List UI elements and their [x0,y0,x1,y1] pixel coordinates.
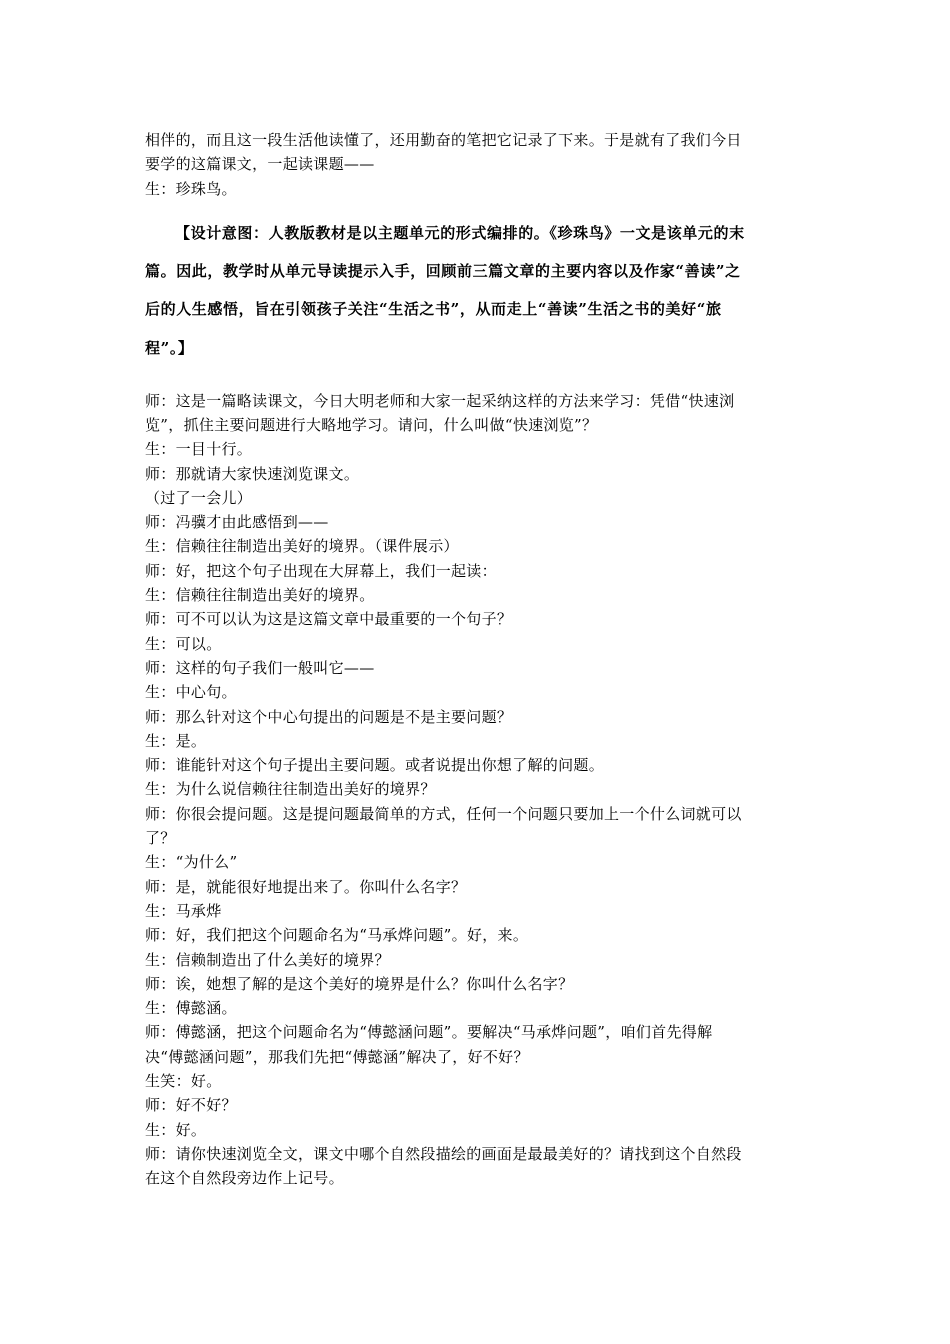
dialogue-line: 师：那么针对这个中心句提出的问题是不是主要问题？ [145,707,513,726]
dialogue-line: 师：这样的句子我们一般叫它—— [145,658,375,677]
dialogue-line: 生：信赖制造出了什么美好的境界？ [145,950,390,969]
spacer [145,381,815,389]
dialogue-line: 了？ [145,829,176,848]
dialogue-line: 生：信赖往往制造出美好的境界。（课件展示） [145,537,459,556]
dialogue-line: 决“傅懿涵问题”，那我们先把“傅懿涵”解决了，好不好？ [145,1047,529,1066]
dialogue-line: 生：马承烨 [145,901,222,920]
dialogue-line: 生：“为什么” [145,853,238,872]
dialogue-line: 生：信赖往往制造出美好的境界。 [145,586,375,605]
dialogue-line: 生笑：好。 [145,1072,222,1091]
dialogue-line: 师：好，把这个句子出现在大屏幕上，我们一起读： [145,561,497,580]
dialogue-line: 师：请你快速浏览全文，课文中哪个自然段描绘的画面是最最美好的？请找到这个自然段 [145,1144,742,1163]
dialogue-line: 在这个自然段旁边作上记号。 [145,1169,344,1188]
text-line: 生：珍珠鸟。 [145,179,237,198]
design-intent-line: 程”。】 [145,338,194,357]
dialogue-section [145,389,815,1191]
text-line: 相伴的，而且这一段生活他读懂了，还用勤奋的笔把它记录了下来。于是就有了我们今日 [145,131,742,149]
document-page [145,128,815,1191]
dialogue-line: 生：一目十行。 [145,440,253,459]
dialogue-line: 师：你很会提问题。这是提问题最简单的方式，任何一个问题只要加上一个什么词就可以 [145,804,742,823]
dialogue-line: 师：可不可以认为这是这篇文章中最重要的一个句子？ [145,610,513,629]
dialogue-line: 师：是，就能很好地提出来了。你叫什么名字？ [145,877,467,896]
dialogue-line: 生：傅懿涵。 [145,999,237,1018]
dialogue-line: 师：这是一篇略读课文，今日大明老师和大家一起采纳这样的方法来学习：凭借“快速浏 [145,391,735,410]
intro-section [145,128,815,201]
design-intent-line: 篇。因此，教学时从单元导读提示入手，回顾前三篇文章的主要内容以及作家“善读”之 [145,262,741,281]
dialogue-line: 师：好不好？ [145,1096,237,1115]
dialogue-line: 师：谁能针对这个句子提出主要问题。或者说提出你想了解的问题。 [145,756,605,775]
dialogue-line: 生：为什么说信赖往往制造出美好的境界？ [145,780,436,799]
dialogue-line: （过了一会儿） [145,488,253,507]
dialogue-line: 生：是。 [145,731,207,750]
dialogue-line: 师：好，我们把这个问题命名为“马承烨问题”。好，来。 [145,926,529,945]
dialogue-line: 生：好。 [145,1120,207,1139]
dialogue-line: 师：那就请大家快速浏览课文。 [145,464,360,483]
dialogue-line: 生：中心句。 [145,683,237,702]
dialogue-line: 师：冯骥才由此感悟到—— [145,513,329,532]
design-intent-block [145,214,815,367]
dialogue-line: 览”，抓住主要问题进行大略地学习。请问，什么叫做“快速浏览”？ [145,416,598,434]
text-line: 要学的这篇课文，一起读课题—— [145,155,375,174]
dialogue-line: 生：可以。 [145,634,222,653]
dialogue-line: 师：诶，她想了解的是这个美好的境界是什么？你叫什么名字？ [145,974,574,993]
dialogue-line: 师：傅懿涵，把这个问题命名为“傅懿涵问题”。要解决“马承烨问题”，咱们首先得解 [145,1023,713,1042]
design-intent-line: 后的人生感悟，旨在引领孩子关注“生活之书”，从而走上“善读”生活之书的美好“旅 [145,300,722,319]
design-intent-line: 【设计意图：人教版教材是以主题单元的形式编排的。《珍珠鸟》一文是该单元的末 [175,223,745,242]
